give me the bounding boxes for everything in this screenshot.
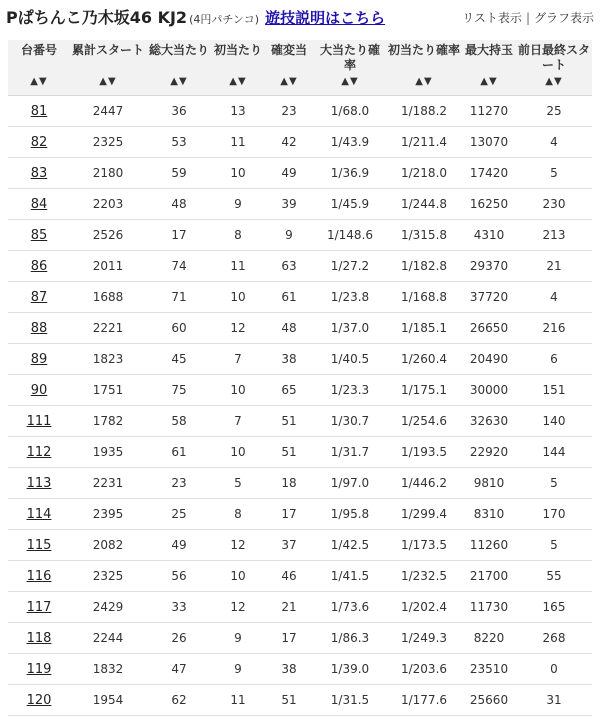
- cell-first-hit-prob: 1/260.4: [386, 344, 462, 375]
- cell-kakuhen: 63: [264, 251, 314, 282]
- cell-first-hit: 11: [212, 685, 264, 716]
- cell-first-hit-prob: 1/177.6: [386, 685, 462, 716]
- cell-max-balls: 30000: [462, 375, 516, 406]
- cell-prev-day-start: 21: [516, 251, 592, 282]
- cell-total-start: 2325: [70, 561, 146, 592]
- cell-total-bonus: 74: [146, 251, 212, 282]
- cell-max-balls: 4310: [462, 220, 516, 251]
- table-header: [8, 40, 592, 96]
- cell-total-start: 1688: [70, 282, 146, 313]
- column-header-max-balls: [462, 40, 516, 96]
- cell-max-balls: 11730: [462, 592, 516, 623]
- machine-rate: (4円パチンコ): [189, 13, 260, 26]
- cell-total-start: 2325: [70, 127, 146, 158]
- cell-bonus-prob: 1/23.3: [314, 375, 386, 406]
- cell-prev-day-start: 216: [516, 313, 592, 344]
- column-label: 台番号: [20, 43, 57, 57]
- cell-max-balls: 8220: [462, 623, 516, 654]
- cell-total-bonus: 56: [146, 561, 212, 592]
- table-row: [8, 282, 592, 313]
- table-row: [8, 96, 592, 127]
- unit-number-link[interactable]: 116: [26, 568, 52, 584]
- cell-first-hit: 7: [212, 406, 264, 437]
- cell-total-bonus: 49: [146, 530, 212, 561]
- table-row: [8, 313, 592, 344]
- cell-unit: [8, 96, 70, 127]
- list-view-link[interactable]: リスト表示: [462, 11, 522, 25]
- cell-bonus-prob: 1/37.0: [314, 313, 386, 344]
- cell-first-hit: 12: [212, 313, 264, 344]
- cell-prev-day-start: 6: [516, 344, 592, 375]
- table-row: [8, 623, 592, 654]
- cell-total-start: 2429: [70, 592, 146, 623]
- unit-number-link[interactable]: 84: [30, 196, 48, 212]
- cell-unit: [8, 189, 70, 220]
- cell-first-hit: 5: [212, 468, 264, 499]
- table-row: [8, 499, 592, 530]
- cell-total-start: 2244: [70, 623, 146, 654]
- cell-first-hit: 11: [212, 127, 264, 158]
- column-label: 大当たり確率: [319, 43, 380, 72]
- table-row: [8, 127, 592, 158]
- cell-first-hit-prob: 1/168.8: [386, 282, 462, 313]
- sort-toggle-icon[interactable]: ▲▼: [480, 76, 498, 87]
- cell-kakuhen: 37: [264, 530, 314, 561]
- cell-max-balls: 22920: [462, 437, 516, 468]
- column-label: 初当たり: [214, 43, 263, 57]
- cell-first-hit-prob: 1/254.6: [386, 406, 462, 437]
- cell-total-start: 2180: [70, 158, 146, 189]
- cell-unit: [8, 592, 70, 623]
- table-row: [8, 437, 592, 468]
- cell-unit: [8, 685, 70, 716]
- cell-first-hit: 7: [212, 344, 264, 375]
- cell-kakuhen: 42: [264, 127, 314, 158]
- sort-toggle-icon[interactable]: ▲▼: [30, 76, 48, 87]
- cell-max-balls: 23510: [462, 654, 516, 685]
- cell-prev-day-start: 4: [516, 282, 592, 313]
- column-label: 前日最終スタート: [518, 43, 591, 72]
- cell-prev-day-start: 268: [516, 623, 592, 654]
- table-row: [8, 344, 592, 375]
- cell-unit: [8, 561, 70, 592]
- cell-first-hit-prob: 1/182.8: [386, 251, 462, 282]
- table-row: [8, 158, 592, 189]
- column-header-first-hit: [212, 40, 264, 96]
- table-row: [8, 375, 592, 406]
- data-table-wrapper: [8, 40, 592, 716]
- unit-number-link[interactable]: 90: [30, 382, 48, 398]
- table-body: [8, 96, 592, 716]
- cell-max-balls: 11270: [462, 96, 516, 127]
- cell-total-start: 1751: [70, 375, 146, 406]
- cell-total-bonus: 26: [146, 623, 212, 654]
- cell-first-hit-prob: 1/173.5: [386, 530, 462, 561]
- unit-number-link[interactable]: 83: [30, 165, 48, 181]
- sort-toggle-icon[interactable]: ▲▼: [341, 76, 359, 87]
- cell-total-bonus: 45: [146, 344, 212, 375]
- cell-max-balls: 16250: [462, 189, 516, 220]
- cell-prev-day-start: 31: [516, 685, 592, 716]
- header-row: [8, 40, 592, 96]
- cell-bonus-prob: 1/86.3: [314, 623, 386, 654]
- table-row: [8, 468, 592, 499]
- cell-bonus-prob: 1/40.5: [314, 344, 386, 375]
- unit-number-link[interactable]: 87: [30, 289, 48, 305]
- cell-max-balls: 17420: [462, 158, 516, 189]
- cell-bonus-prob: 1/73.6: [314, 592, 386, 623]
- cell-first-hit-prob: 1/218.0: [386, 158, 462, 189]
- cell-max-balls: 32630: [462, 406, 516, 437]
- cell-prev-day-start: 5: [516, 468, 592, 499]
- cell-bonus-prob: 1/43.9: [314, 127, 386, 158]
- cell-kakuhen: 65: [264, 375, 314, 406]
- cell-unit: [8, 437, 70, 468]
- cell-kakuhen: 51: [264, 437, 314, 468]
- cell-kakuhen: 21: [264, 592, 314, 623]
- cell-first-hit: 10: [212, 437, 264, 468]
- cell-max-balls: 29370: [462, 251, 516, 282]
- cell-max-balls: 8310: [462, 499, 516, 530]
- cell-prev-day-start: 165: [516, 592, 592, 623]
- sort-toggle-icon[interactable]: ▲▼: [99, 76, 117, 87]
- cell-prev-day-start: 4: [516, 127, 592, 158]
- cell-unit: [8, 344, 70, 375]
- table-row: [8, 220, 592, 251]
- cell-unit: [8, 530, 70, 561]
- cell-unit: [8, 220, 70, 251]
- cell-total-start: 1823: [70, 344, 146, 375]
- cell-total-bonus: 61: [146, 437, 212, 468]
- cell-first-hit: 12: [212, 592, 264, 623]
- cell-kakuhen: 61: [264, 282, 314, 313]
- cell-bonus-prob: 1/45.9: [314, 189, 386, 220]
- cell-max-balls: 9810: [462, 468, 516, 499]
- column-header-bonus-prob: [314, 40, 386, 96]
- cell-unit: [8, 127, 70, 158]
- cell-kakuhen: 46: [264, 561, 314, 592]
- cell-prev-day-start: 151: [516, 375, 592, 406]
- cell-kakuhen: 23: [264, 96, 314, 127]
- cell-bonus-prob: 1/31.5: [314, 685, 386, 716]
- unit-number-link[interactable]: 118: [26, 630, 52, 646]
- cell-first-hit: 9: [212, 654, 264, 685]
- cell-bonus-prob: 1/97.0: [314, 468, 386, 499]
- column-header-total-bonus: [146, 40, 212, 96]
- cell-total-start: 1954: [70, 685, 146, 716]
- cell-first-hit: 8: [212, 499, 264, 530]
- cell-prev-day-start: 230: [516, 189, 592, 220]
- cell-total-bonus: 75: [146, 375, 212, 406]
- cell-unit: [8, 623, 70, 654]
- cell-total-start: 1832: [70, 654, 146, 685]
- view-separator: |: [525, 11, 530, 25]
- cell-total-bonus: 36: [146, 96, 212, 127]
- column-header-unit: [8, 40, 70, 96]
- cell-bonus-prob: 1/27.2: [314, 251, 386, 282]
- cell-prev-day-start: 5: [516, 158, 592, 189]
- cell-first-hit-prob: 1/244.8: [386, 189, 462, 220]
- table-row: [8, 654, 592, 685]
- cell-total-bonus: 25: [146, 499, 212, 530]
- table-row: [8, 530, 592, 561]
- cell-first-hit: 11: [212, 251, 264, 282]
- cell-total-start: 1935: [70, 437, 146, 468]
- cell-total-start: 2231: [70, 468, 146, 499]
- cell-first-hit: 9: [212, 189, 264, 220]
- cell-first-hit: 10: [212, 375, 264, 406]
- unit-number-link[interactable]: 119: [26, 661, 52, 677]
- cell-bonus-prob: 1/39.0: [314, 654, 386, 685]
- unit-number-link[interactable]: 117: [26, 599, 52, 615]
- cell-first-hit-prob: 1/232.5: [386, 561, 462, 592]
- cell-kakuhen: 17: [264, 499, 314, 530]
- sort-toggle-icon[interactable]: ▲▼: [280, 76, 298, 87]
- cell-kakuhen: 17: [264, 623, 314, 654]
- column-header-prev-day-start: [516, 40, 592, 96]
- graph-view-link[interactable]: グラフ表示: [533, 11, 594, 25]
- cell-max-balls: 26650: [462, 313, 516, 344]
- column-label: 確変当: [270, 43, 307, 57]
- cell-max-balls: 11260: [462, 530, 516, 561]
- column-label: 初当たり確率: [388, 43, 461, 57]
- cell-first-hit-prob: 1/211.4: [386, 127, 462, 158]
- cell-total-bonus: 47: [146, 654, 212, 685]
- cell-first-hit-prob: 1/193.5: [386, 437, 462, 468]
- table-row: [8, 561, 592, 592]
- cell-total-bonus: 53: [146, 127, 212, 158]
- cell-unit: [8, 313, 70, 344]
- cell-prev-day-start: 140: [516, 406, 592, 437]
- cell-total-bonus: 62: [146, 685, 212, 716]
- cell-bonus-prob: 1/23.8: [314, 282, 386, 313]
- column-label: 累計スタート: [72, 43, 145, 57]
- table-row: [8, 592, 592, 623]
- cell-total-bonus: 71: [146, 282, 212, 313]
- cell-prev-day-start: 213: [516, 220, 592, 251]
- cell-bonus-prob: 1/30.7: [314, 406, 386, 437]
- cell-bonus-prob: 1/95.8: [314, 499, 386, 530]
- cell-bonus-prob: 1/68.0: [314, 96, 386, 127]
- cell-unit: [8, 499, 70, 530]
- cell-unit: [8, 158, 70, 189]
- cell-prev-day-start: 55: [516, 561, 592, 592]
- cell-prev-day-start: 170: [516, 499, 592, 530]
- machine-name: Pぱちんこ乃木坂46 KJ2: [6, 8, 188, 27]
- column-header-total-start: [70, 40, 146, 96]
- cell-total-start: 2011: [70, 251, 146, 282]
- unit-number-link[interactable]: 86: [30, 258, 48, 274]
- unit-number-link[interactable]: 82: [30, 134, 48, 150]
- unit-number-link[interactable]: 112: [26, 444, 52, 460]
- cell-kakuhen: 51: [264, 685, 314, 716]
- cell-first-hit-prob: 1/203.6: [386, 654, 462, 685]
- cell-first-hit-prob: 1/188.2: [386, 96, 462, 127]
- cell-prev-day-start: 5: [516, 530, 592, 561]
- cell-total-start: 2082: [70, 530, 146, 561]
- column-label: 総大当たり: [148, 43, 209, 57]
- unit-number-link[interactable]: 88: [30, 320, 48, 336]
- cell-kakuhen: 39: [264, 189, 314, 220]
- cell-total-bonus: 59: [146, 158, 212, 189]
- cell-kakuhen: 51: [264, 406, 314, 437]
- cell-first-hit: 12: [212, 530, 264, 561]
- cell-kakuhen: 18: [264, 468, 314, 499]
- data-table: [8, 40, 592, 716]
- sort-toggle-icon[interactable]: ▲▼: [415, 76, 433, 87]
- cell-first-hit: 10: [212, 282, 264, 313]
- cell-kakuhen: 38: [264, 344, 314, 375]
- cell-first-hit-prob: 1/315.8: [386, 220, 462, 251]
- unit-number-link[interactable]: 113: [26, 475, 52, 491]
- cell-total-bonus: 58: [146, 406, 212, 437]
- cell-first-hit-prob: 1/185.1: [386, 313, 462, 344]
- cell-max-balls: 13070: [462, 127, 516, 158]
- cell-max-balls: 37720: [462, 282, 516, 313]
- column-label: 最大持玉: [464, 43, 513, 57]
- cell-first-hit-prob: 1/175.1: [386, 375, 462, 406]
- sort-toggle-icon[interactable]: ▲▼: [170, 76, 188, 87]
- cell-bonus-prob: 1/41.5: [314, 561, 386, 592]
- cell-unit: [8, 406, 70, 437]
- cell-kakuhen: 9: [264, 220, 314, 251]
- cell-unit: [8, 375, 70, 406]
- cell-prev-day-start: 0: [516, 654, 592, 685]
- column-header-first-hit-prob: [386, 40, 462, 96]
- sort-toggle-icon[interactable]: ▲▼: [229, 76, 247, 87]
- help-link[interactable]: 遊技説明はこちら: [265, 9, 386, 27]
- cell-unit: [8, 654, 70, 685]
- header-bar: [0, 0, 600, 36]
- cell-total-bonus: 60: [146, 313, 212, 344]
- cell-bonus-prob: 1/42.5: [314, 530, 386, 561]
- unit-number-link[interactable]: 114: [26, 506, 52, 522]
- cell-prev-day-start: 25: [516, 96, 592, 127]
- cell-unit: [8, 468, 70, 499]
- cell-kakuhen: 48: [264, 313, 314, 344]
- unit-number-link[interactable]: 115: [26, 537, 52, 553]
- view-switch: [462, 9, 594, 26]
- cell-first-hit: 10: [212, 561, 264, 592]
- sort-toggle-icon[interactable]: ▲▼: [545, 76, 563, 87]
- unit-number-link[interactable]: 81: [30, 103, 48, 119]
- unit-number-link[interactable]: 85: [30, 227, 48, 243]
- cell-first-hit-prob: 1/446.2: [386, 468, 462, 499]
- cell-kakuhen: 38: [264, 654, 314, 685]
- cell-total-start: 2395: [70, 499, 146, 530]
- cell-first-hit: 10: [212, 158, 264, 189]
- page-title: [6, 5, 385, 28]
- cell-bonus-prob: 1/148.6: [314, 220, 386, 251]
- cell-total-start: 2526: [70, 220, 146, 251]
- cell-bonus-prob: 1/31.7: [314, 437, 386, 468]
- cell-prev-day-start: 144: [516, 437, 592, 468]
- unit-number-link[interactable]: 111: [26, 413, 52, 429]
- cell-total-start: 2203: [70, 189, 146, 220]
- cell-unit: [8, 251, 70, 282]
- cell-first-hit: 13: [212, 96, 264, 127]
- unit-number-link[interactable]: 120: [26, 692, 52, 708]
- cell-total-bonus: 33: [146, 592, 212, 623]
- cell-max-balls: 25660: [462, 685, 516, 716]
- cell-max-balls: 20490: [462, 344, 516, 375]
- cell-max-balls: 21700: [462, 561, 516, 592]
- cell-total-start: 2447: [70, 96, 146, 127]
- cell-total-bonus: 17: [146, 220, 212, 251]
- cell-total-bonus: 48: [146, 189, 212, 220]
- cell-first-hit-prob: 1/299.4: [386, 499, 462, 530]
- table-row: [8, 685, 592, 716]
- cell-first-hit: 8: [212, 220, 264, 251]
- cell-first-hit: 9: [212, 623, 264, 654]
- cell-first-hit-prob: 1/202.4: [386, 592, 462, 623]
- cell-kakuhen: 49: [264, 158, 314, 189]
- table-row: [8, 189, 592, 220]
- cell-first-hit-prob: 1/249.3: [386, 623, 462, 654]
- cell-total-start: 2221: [70, 313, 146, 344]
- cell-total-bonus: 23: [146, 468, 212, 499]
- table-row: [8, 406, 592, 437]
- cell-unit: [8, 282, 70, 313]
- cell-bonus-prob: 1/36.9: [314, 158, 386, 189]
- column-header-kakuhen: [264, 40, 314, 96]
- table-row: [8, 251, 592, 282]
- cell-total-start: 1782: [70, 406, 146, 437]
- unit-number-link[interactable]: 89: [30, 351, 48, 367]
